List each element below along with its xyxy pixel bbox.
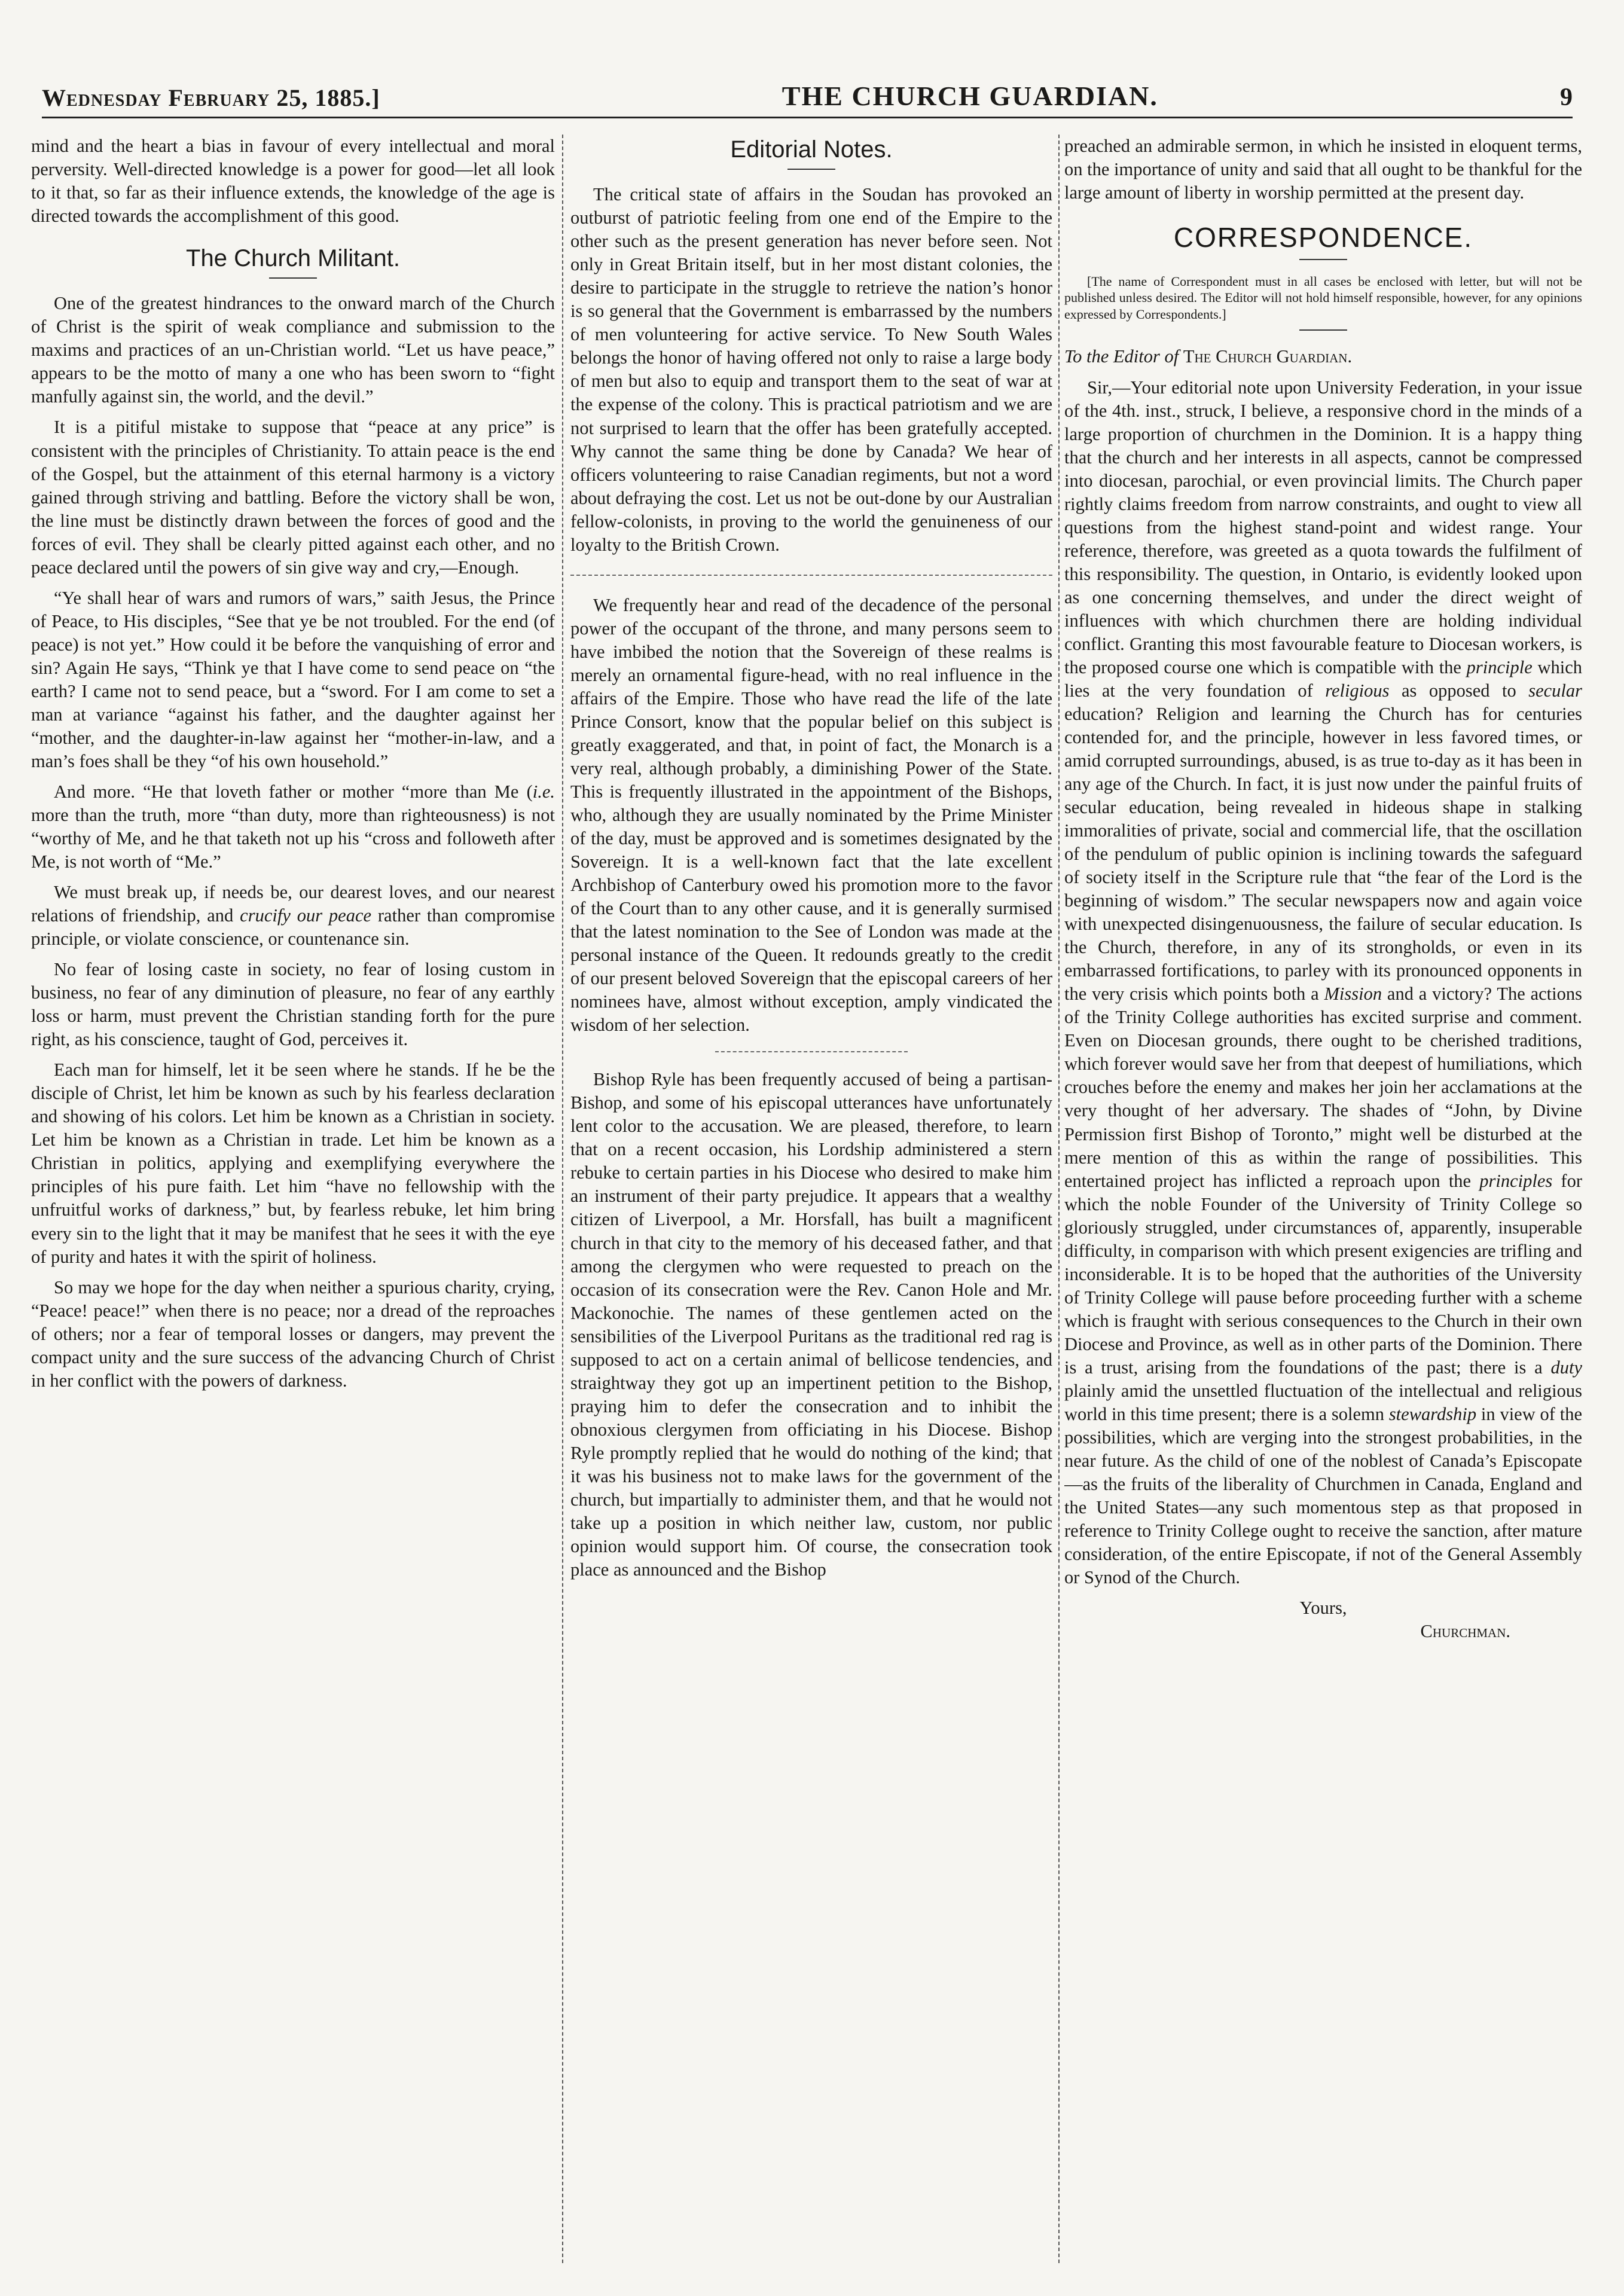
issue-date: Wednesday February 25, 1885.]: [42, 84, 380, 111]
paragraph: It is a pitiful mistake to suppose that “peace at any price” is consistent with the principles of Christianity. To attain peace is the end of the Gospel, but the attainment of this eternal harmony is a victory gained through striving and battling. Before the victory shall be won, the line must be distinctly drawn between the forces of good and the forces of evil. They shall be clearly pitted against each other, and no peace declared until the powers of sin give way and cry,—Enough.: [31, 417, 555, 578]
paragraph: mind and the heart a bias in favour of every intellectual and moral perversity. Well-directed knowledge is a power for good—let all look to it that, so far as their influence extends, the knowledge of the age is directed towards the accomplishment of this good.: [31, 136, 555, 227]
column-divider: [562, 135, 563, 2263]
paragraph: No fear of losing caste in society, no fear of losing custom in business, no fear of any diminution of pleasure, no fear of any earthly loss or harm, must prevent the Christian standing forth for the pure right, as his conscience, taught of God, perceives it.: [31, 959, 555, 1050]
paragraph: We frequently hear and read of the decadence of the personal power of the occupant of the throne, and many persons seem to have imbibed the notion that the Sovereign of these realms is merely an ornamental figure-head, with no real influence in the affairs of the Empire. Those who have read the life of the late Prince Consort, know that the popular belief on this subject is greatly exaggerated, and that, in point of fact, the Monarch is a very real, although probably, a diminishing Power of the State. This is frequently illustrated in the appointment of the Bishops, who, although they are usually nominated by the Prime Minister of the day, must be approved and is sometimes designated by the Sovereign. It is a well-known fact that the late excellent Archbishop of Canterbury owed his promotion more to the favor of the Court than to any other cause, and it is generally surmised that the latest nomination to the See of London was made at the personal instance of the Queen. It redounds greatly to the credit of our present beloved Sovereign that the episcopal careers of her nominees have, almost without exception, amply vindicated the wisdom of her selection.: [570, 594, 1052, 1036]
text-run: education? Religion and learning the Church has for centuries contended for, and the principle, however in less favored times, or amid corrupted surroundings, abused, is as true to-day as it has been in any age of the Church. In fact, it is just now under the painful fruits of secular education, being revealed in hideous shape in stalking immoralities of private, social and commercial life, that the oscillation of the pendulum of public opinion is inclining towards the safeguard of society itself in the Scripture rule that “the fear of the Lord is the beginning of wisdom.” The secular newspapers now and again voice with unexpected disingenuousness, the failure of secular education. Is the Church, therefore, in any of its strongholds, or even in its embarrassed fortifications, to parley with its pronounced opponents in the very crisis which points both a: [1064, 703, 1582, 1004]
italic-text: Mission: [1324, 984, 1382, 1004]
section-separator: [570, 575, 1052, 576]
column-middle: [570, 135, 1052, 2263]
letter-signature: Churchman.: [1420, 1621, 1510, 1642]
text-run: in view of the possibilities, which are verging into the strongest probabilities, in the near future. As the child of one of the noblest of Canada’s Episcopate—as the fruits of the liberality of Churchmen in Canada, England and the United States—any such momentous step as that proposed in reference to Trinity College ought to receive the sanction, after mature consideration, of the entire Episcopate, if not of the General Assembly or Synod of the Church.: [1064, 1403, 1582, 1588]
paragraph: “Ye shall hear of wars and rumors of wars,” saith Jesus, the Prince of Peace, to His disciples, “See that ye be not troubled. For the end (of peace) is not yet.” How could it be before the vanquishing of error and sin? Again He says, “Think ye that I have come to send peace on “the earth? I came not to send peace, but a “sword. For I am come to set a man at variance “against his father, and the daughter against her “mother, and the daughter-in-law against her “mother-in-law, and a man’s foes shall be they “of his own household.”: [31, 587, 555, 771]
text-run: as opposed to: [1389, 680, 1529, 701]
letter-address: [1064, 345, 1582, 368]
page-number: 9: [1560, 84, 1573, 111]
italic-text: duty: [1550, 1357, 1582, 1378]
paragraph: The critical state of affairs in the Soudan has provoked an outburst of patriotic feeling from one end of the Empire to the other such as the present generation has never before seen. Not only in Great Britain itself, but in her most distant colonies, the desire to participate in the struggle to retrieve the nation’s honor is so general that the Government is embarrassed by the numbers of men volunteering for active service. To New South Wales belongs the honor of having offered not only to raise a large body of men but also to equip and transport them to the seat of war at the expense of the colony. This is practical patriotism and we are not surprised to learn that the offer has been gratefully accepted. Why cannot the same thing be done by Canada? We hear of officers volunteering to raise Canadian regiments, but not a word about defraying the cost. Let us not be out-done by our Australian fellow-colonists, in proving to the world the genuineness of our loyalty to the British Crown.: [570, 184, 1052, 555]
newspaper-title: THE CHURCH GUARDIAN.: [782, 81, 1158, 111]
italic-text: i.e.: [532, 781, 555, 802]
text-run: Sir,—Your editorial note upon University Federation, in your issue of the 4th. inst., struck, I believe, a responsive chord in the minds of a large proportion of churchmen in the Dominion. It is a happy thing that the church and her interests in all aspects, cannot be compressed into diocesan, parochial, or even provincial limits. The Church paper rightly claims freedom from narrow constraints, and ought to view all questions from the highest stand-point and widest range. Your reference, therefore, was greeted as a quota towards the fulfilment of this responsibility. The question, in Ontario, is evidently looked upon as one concerning themselves, and under the direct weight of influences with which churchmen there are holding individual conflict. Granting this most favourable feature to Diocesan workers, is the proposed course one which is compatible with the: [1064, 377, 1582, 677]
column-right: [1064, 135, 1582, 2263]
italic-text: secular: [1528, 680, 1582, 701]
column-divider: [1058, 135, 1060, 2263]
text-run: for which the noble Founder of the University of Trinity College so gloriously struggled, under circumstances of, apparently, insuperable difficulty, in comparison with which present exigencies are trifling and inconsiderable. It is to be hoped that the authorities of the University of Trinity College will pause before proceeding further with a scheme which is fraught with serious consequences to the Church in their own Diocese and Province, as well as in other parts of the Dominion. There is a trust, arising from the foundations of the past; there is a: [1064, 1170, 1582, 1378]
text-run: And more. “He that loveth father or mother “more than Me (: [54, 781, 533, 802]
masthead: [42, 77, 1573, 118]
text-run: The Church Guardian.: [1183, 346, 1353, 367]
heading-rule: [269, 277, 317, 279]
article-heading: The Church Militant.: [186, 245, 400, 272]
paragraph: [31, 881, 555, 951]
heading-rule: [1299, 259, 1347, 260]
text-run: which lies at the very foundation of: [1064, 657, 1582, 701]
heading-rule: [787, 169, 835, 170]
paragraph: Each man for himself, let it be seen where he stands. If he be the disciple of Christ, let him be known as such by his fearless declaration and showing of his colors. Let him be known as a Christian in society. Let him be known as a Christian in trade. Let him be known as a Christian in politics, applying and exemplifying everywhere the principles of his pure faith. Let him “have no fellowship with the unfruitful works of darkness,” but, by fearless rebuke, let him bring every sin to the light that it may be manifest that he sees it with the eye of purity and hates it with the spirit of holiness.: [31, 1060, 555, 1267]
column-left: [31, 135, 555, 2263]
letter-body: [1064, 376, 1582, 1590]
italic-text: stewardship: [1388, 1403, 1477, 1424]
text-run: We must break up, if needs be, our dearest loves, and our nearest relations of friendship, and: [31, 882, 555, 926]
section-heading: CORRESPONDENCE.: [1173, 222, 1473, 254]
text-run: To the Editor of: [1064, 346, 1179, 367]
paragraph: One of the greatest hindrances to the onward march of the Church of Christ is the spirit of weak compliance and submission to the maxims and practices of an un-Christian world. “Let us have peace,” appears to be the motto of many a one who has been sworn to “fight manfully against sin, the world, and the devil.”: [31, 293, 555, 407]
text-run: and a victory? The actions of the Trinity College authorities has excited surprise and comment. Even on Diocesan grounds, there ought to be cherished traditions, which forever would save her from that deepest of humiliations, which crouches before the enemy and makes her join her acclamations at the very thought of her adversary. The shades of “John, by Divine Permission first Bishop of Toronto,” might well be disturbed at the mere mention of this as within the range of possibilities. This entertained project has inflicted a reproach upon the: [1064, 984, 1582, 1191]
italic-text: principle: [1466, 657, 1533, 677]
italic-text: principles: [1479, 1170, 1553, 1191]
paragraph: So may we hope for the day when neither a spurious charity, crying, “Peace! peace!” when there is no peace; nor a dread of the reproaches of others; nor a fear of temporal losses or dangers, may prevent the compact unity and the sure success of the advancing Church of Christ in her conflict with the powers of darkness.: [31, 1277, 555, 1391]
letter-closing: Yours,: [1299, 1598, 1347, 1619]
text-run: rather than compromise principle, or violate conscience, or countenance sin.: [31, 905, 555, 949]
editor-note: [The name of Correspondent must in all cases be enclosed with letter, but will not be published unless desired. The Editor will not hold himself responsible, however, for any opinions expressed by Correspondents.]: [1064, 273, 1582, 322]
article-heading: Editorial Notes.: [730, 136, 893, 163]
heading-rule: [1299, 329, 1347, 331]
section-separator: [715, 1051, 908, 1052]
paragraph: preached an admirable sermon, in which he insisted in eloquent terms, on the importance of unity and said that all ought to be thankful for the large amount of liberty in worship permitted at the present day.: [1064, 136, 1582, 203]
italic-text: crucify our peace: [240, 905, 372, 926]
italic-text: religious: [1325, 680, 1390, 701]
text-run: more than the truth, more “than duty, more than righteousness) is not “worthy of Me, and he that taketh not up his “cross and followeth after Me, is not worth of “Me.”: [31, 804, 555, 872]
text-run: plainly amid the unsettled fluctuation of the intellectual and religious world in this time present; there is a solemn: [1064, 1380, 1582, 1424]
paragraph: [31, 780, 555, 874]
paragraph: Bishop Ryle has been frequently accused of being a partisan-Bishop, and some of his episcopal utterances have unfortunately lent color to the accusation. We are pleased, therefore, to learn that on a recent occasion, his Lordship administered a stern rebuke to certain parties in his Diocese who desired to make him an instrument of their party prejudice. It appears that a wealthy citizen of Liverpool, a Mr. Horsfall, has built a magnificent church in that city to the memory of his deceased father, and that among the clergymen who were requested to preach on the occasion of its consecration were the Rev. Canon Hole and Mr. Mackonochie. The names of these gentlemen acted on the sensibilities of the Liverpool Puritans as the traditional red rag is supposed to act on a certain animal of bellicose tendencies, and straightway they got up an impertinent petition to the Bishop, praying him to defer the consecration and to inhibit the obnoxious clergymen from officiating in his Diocese. Bishop Ryle promptly replied that he would do nothing of the kind; that it was his business not to make laws for the government of the church, but impartially to administer them, and that he would not take up a position in which neither law, custom, nor public opinion would support him. Of course, the consecration took place as announced and the Bishop: [570, 1069, 1052, 1580]
